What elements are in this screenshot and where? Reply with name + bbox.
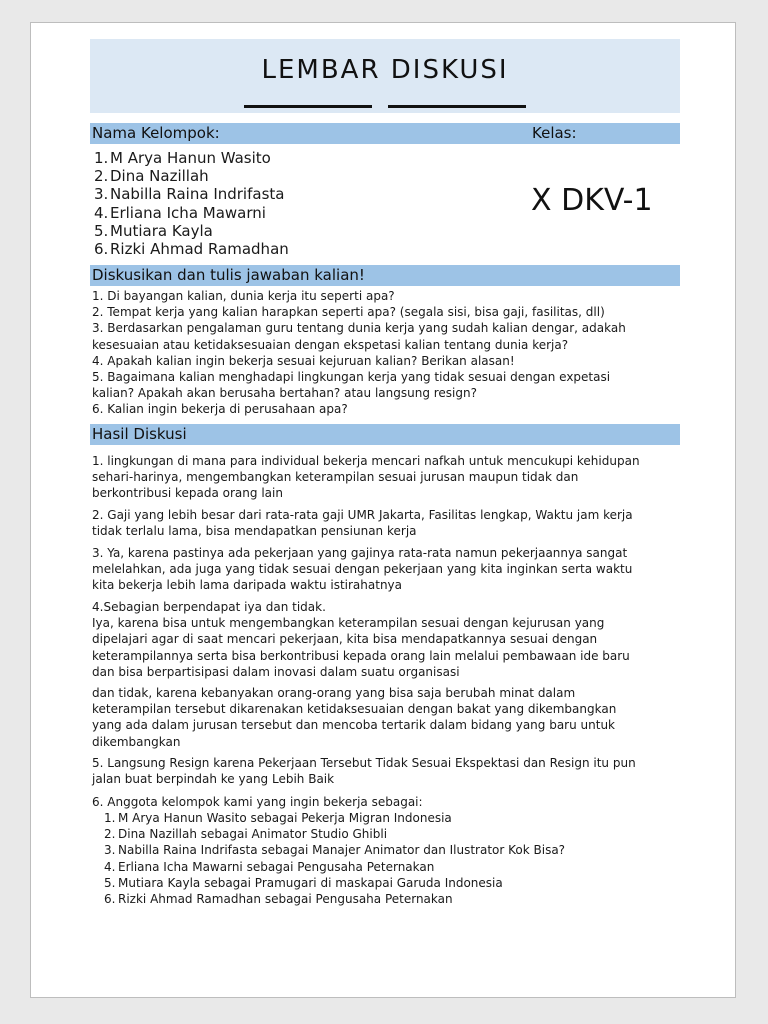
list-item [104, 842, 565, 858]
list-number: 1. [104, 811, 116, 825]
answer-line: keterampilan tersebut dikarenakan ketidaksesuaian dengan bakat yang dikembangkan [92, 702, 617, 717]
answer-line: tidak terlalu lama, bisa mendapatkan pensiunan kerja [92, 524, 417, 539]
answer-1 [92, 453, 732, 502]
question-line: 2. Tempat kerja yang kalian harapkan seperti apa? (segala sisi, bisa gaji, fasilitas, dll) [92, 305, 605, 320]
member-number: 2. [94, 167, 109, 186]
answer-line: berkontribusi kepada orang lain [92, 486, 283, 501]
answer-line: 4.Sebagian berpendapat iya dan tidak. [92, 600, 326, 614]
member-name: Nabilla Raina Indrifasta [110, 185, 285, 204]
member-item [94, 149, 289, 167]
list-number: 6. [104, 892, 116, 907]
member-item [94, 240, 289, 258]
title-underline-left [244, 105, 372, 108]
answer-3 [92, 545, 732, 594]
answer-6-intro [92, 794, 732, 810]
answer-line: dikembangkan [92, 734, 181, 749]
member-number: 5. [94, 221, 109, 240]
group-header-band [90, 123, 680, 144]
answer-line: 3. Ya, karena pastinya ada pekerjaan yang gajinya rata-rata namun pekerjaannya sangat [92, 546, 628, 560]
list-text: Nabilla Raina Indrifasta sebagai Manajer Animator dan Ilustrator Kok Bisa? [118, 843, 566, 858]
page-title [90, 55, 680, 85]
question-line: kalian? Apakah akan berusaha bertahan? atau langsung resign? [92, 386, 477, 401]
member-number: 4. [94, 203, 109, 222]
answer-line: 6. Anggota kelompok kami yang ingin bekerja sebagai: [92, 795, 423, 809]
member-name: M Arya Hanun Wasito [110, 149, 271, 167]
kelas-value: X DKV-1 [531, 183, 653, 218]
member-number: 3. [94, 185, 109, 204]
member-number: 1. [94, 149, 109, 167]
member-item [94, 222, 289, 240]
list-item [104, 875, 565, 891]
group-name-label: Nama Kelompok: [92, 124, 220, 142]
answer-line: dan tidak, karena kebanyakan orang-orang yang bisa saja berubah minat dalam [92, 686, 576, 700]
list-text: Erliana Icha Mawarni sebagai Pengusaha Peternakan [118, 859, 435, 874]
question-line: 1. Di bayangan kalian, dunia kerja itu seperti apa? [92, 289, 395, 303]
list-text: Rizki Ahmad Ramadhan sebagai Pengusaha Peternakan [118, 892, 453, 907]
answer-line: sehari-harinya, mengembangkan keterampilan sesuai jurusan maupun tidak dan [92, 470, 579, 485]
answer-line: dipelajari agar di saat mencari pekerjaan, kita bisa mendapatkannya sesuai dengan [92, 632, 598, 647]
member-item [94, 204, 289, 222]
member-item [94, 167, 289, 185]
title-word-diskusi: DISKUSI [390, 55, 509, 85]
list-text: Dina Nazillah sebagai Animator Studio Ghibli [118, 827, 388, 842]
list-number: 3. [104, 843, 116, 858]
question-line: kesesuaian atau ketidaksesuaian dengan ekspetasi kalian tentang dunia kerja? [92, 337, 569, 352]
list-number: 4. [104, 859, 116, 874]
results-heading: Hasil Diskusi [90, 424, 680, 445]
answer-4-continued [92, 685, 732, 750]
list-text: M Arya Hanun Wasito sebagai Pekerja Migran Indonesia [118, 811, 452, 825]
answer-line: 5. Langsung Resign karena Pekerjaan Tersebut Tidak Sesuai Ekspektasi dan Resign itu pun [92, 756, 636, 770]
answer-line: yang ada dalam jurusan tersebut dan mencoba tertarik dalam bidang yang baru untuk [92, 718, 616, 733]
question-line: 4. Apakah kalian ingin bekerja sesuai kejuruan kalian? Berikan alasan! [92, 353, 515, 368]
answer-line: 2. Gaji yang lebih besar dari rata-rata gaji UMR Jakarta, Fasilitas lengkap, Waktu jam kerja [92, 508, 633, 522]
answer-4 [92, 599, 732, 680]
member-item [94, 185, 289, 203]
title-underline-right [388, 105, 526, 108]
answer-line: 1. lingkungan di mana para individual bekerja mencari nafkah untuk mencukupi kehidupan [92, 454, 640, 468]
member-number: 6. [94, 240, 109, 259]
answer-6-list [104, 810, 565, 907]
answer-line: keterampilannya serta bisa berkontribusi kepada orang lain melalui pembawaan ide baru [92, 648, 630, 663]
answer-line: melelahkan, ada juga yang tidak sesuai dengan pekerjaan yang kita inginkan serta waktu [92, 562, 633, 577]
question-line: 6. Kalian ingin bekerja di perusahaan apa? [92, 402, 348, 417]
member-name: Rizki Ahmad Ramadhan [110, 240, 289, 259]
discussion-heading: Diskusikan dan tulis jawaban kalian! [90, 265, 680, 286]
question-list [92, 288, 692, 418]
document-page [30, 22, 736, 998]
answer-line: dan bisa berpartisipasi dalam inovasi dalam suatu organisasi [92, 664, 460, 679]
question-line: 5. Bagaimana kalian menghadapi lingkungan kerja yang tidak sesuai dengan expetasi [92, 370, 611, 385]
list-item [104, 891, 565, 907]
kelas-label: Kelas: [532, 124, 577, 142]
answer-2 [92, 507, 732, 539]
list-number: 2. [104, 827, 116, 842]
member-name: Mutiara Kayla [110, 221, 213, 240]
title-word-lembar: LEMBAR [261, 55, 381, 85]
answer-line: jalan buat berpindah ke yang Lebih Baik [92, 772, 335, 787]
list-number: 5. [104, 875, 116, 890]
list-item [104, 826, 565, 842]
member-name: Dina Nazillah [110, 167, 209, 186]
member-list [94, 149, 289, 258]
answer-5 [92, 755, 732, 787]
title-banner [90, 39, 680, 113]
answer-line: kita bekerja lebih lama daripada waktu istirahatnya [92, 578, 403, 593]
question-line: 3. Berdasarkan pengalaman guru tentang dunia kerja yang sudah kalian dengar, adakah [92, 321, 626, 336]
list-item [104, 810, 565, 826]
list-text: Mutiara Kayla sebagai Pramugari di maskapai Garuda Indonesia [118, 875, 503, 890]
answer-line: Iya, karena bisa untuk mengembangkan keterampilan sesuai dengan kejurusan yang [92, 616, 605, 631]
list-item [104, 859, 565, 875]
member-name: Erliana Icha Mawarni [110, 203, 266, 222]
